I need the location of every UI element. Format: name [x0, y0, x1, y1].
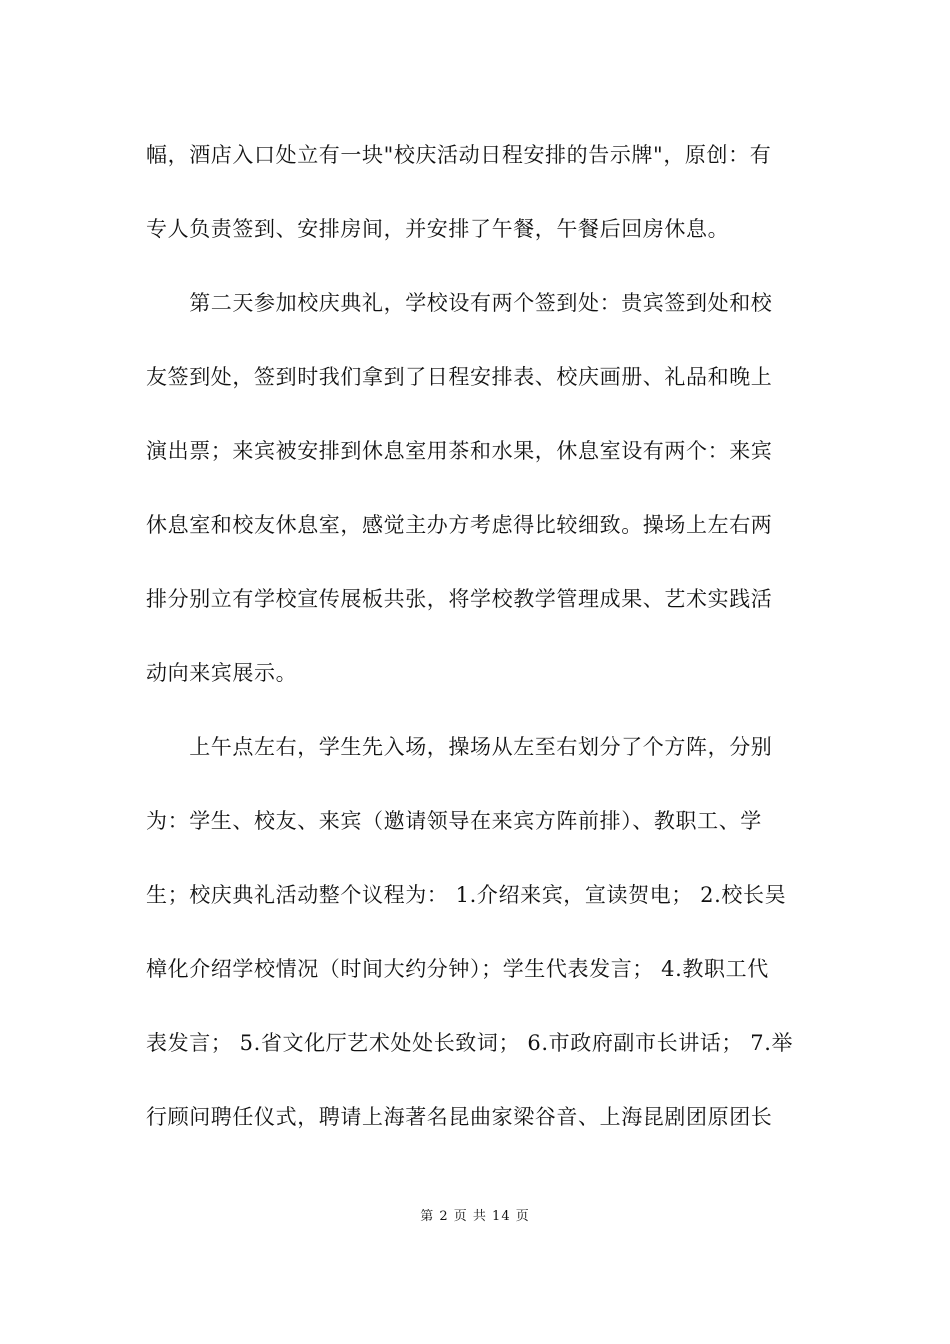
text-line: 专人负责签到、安排房间，并安排了午餐，午餐后回房休息。	[146, 217, 730, 241]
text-line: 生；校庆典礼活动整个议程为： 1.介绍来宾，宣读贺电； 2.校长吴	[146, 883, 787, 907]
text-line: 幅，酒店入口处立有一块"校庆活动日程安排的告示牌"，原创：有	[146, 143, 772, 167]
text-line: 樟化介绍学校情况（时间大约分钟）；学生代表发言； 4.教职工代	[146, 957, 769, 981]
text-line: 休息室和校友休息室，感觉主办方考虑得比较细致。操场上左右两	[146, 513, 773, 537]
text-line: 第二天参加校庆典礼，学校设有两个签到处：贵宾签到处和校	[146, 291, 773, 315]
text-line: 表发言； 5.省文化厅艺术处处长致词； 6.市政府副市长讲话； 7.举	[146, 1031, 794, 1055]
text-line: 排分别立有学校宣传展板共张，将学校教学管理成果、艺术实践活	[146, 587, 773, 611]
text-line: 友签到处，签到时我们拿到了日程安排表、校庆画册、礼品和晚上	[146, 365, 773, 389]
text-line: 上午点左右，学生先入场，操场从左至右划分了个方阵，分别	[146, 735, 773, 759]
text-line: 演出票；来宾被安排到休息室用茶和水果，休息室设有两个：来宾	[146, 439, 773, 463]
text-line: 行顾问聘任仪式，聘请上海著名昆曲家梁谷音、上海昆剧团原团长	[146, 1105, 773, 1129]
text-line: 动向来宾展示。	[146, 661, 298, 685]
text-line: 为：学生、校友、来宾（邀请领导在来宾方阵前排）、教职工、学	[146, 809, 762, 833]
page-number: 第 2 页 共 14 页	[420, 1209, 530, 1224]
